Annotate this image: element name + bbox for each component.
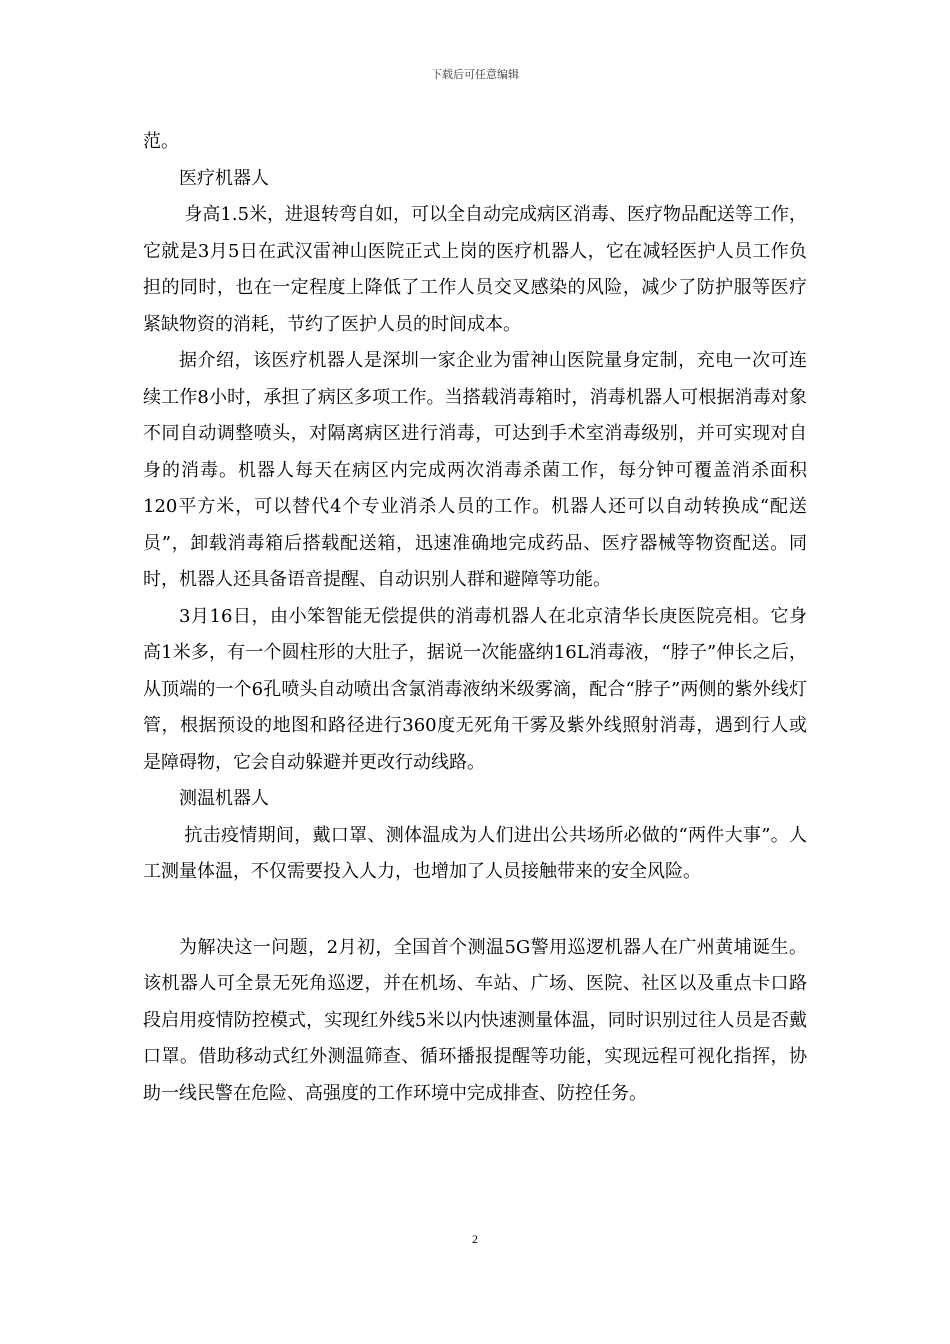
section-heading-medical-robot: 医疗机器人	[179, 167, 269, 189]
paragraph-medical-robot-intro: 身高1.5米，进退转弯自如，可以全自动完成病区消毒、医疗物品配送等工作，它就是3月5日在武汉雷神山医院正式上岗的医疗机器人，它在减轻医护人员工作负担的同时，也在一定程度上降低了工作人员交叉感染的风险，减少了防护服等医疗紧缺物资的消耗，节约了医护人员的时间成本。	[143, 204, 808, 335]
paragraph-continuation: 范。	[143, 131, 179, 152]
page-number: 2	[472, 1232, 478, 1246]
paragraph-medical-robot-details: 据介绍，该医疗机器人是深圳一家企业为雷神山医院量身定制，充电一次可连续工作8小时，承担了病区多项工作。当搭载消毒箱时，消毒机器人可根据消毒对象不同自动调整喷头，对隔离病区进行消毒，可达到手术室消毒级别，并可实现对自身的消毒。机器人每天在病区内完成两次消毒杀菌工作，每分钟可覆盖消杀面积120平方米，可以替代4个专业消杀人员的工作。机器人还可以自动转换成“配送员”，卸载消毒箱后搭载配送箱，迅速准确地完成药品、医疗器械等物资配送。同时，机器人还具备语音提醒、自动识别人群和避障等功能。	[143, 350, 807, 590]
section-heading-temperature-robot: 测温机器人	[179, 788, 269, 809]
document-body	[143, 124, 807, 1112]
paragraph-temperature-intro: 抗击疫情期间，戴口罩、测体温成为人们进出公共场所必做的“两件大事”。人工测量体温，不仅需要投入人力，也增加了人员接触带来的安全风险。	[143, 824, 807, 882]
page-header: 下载后可任意编辑	[431, 68, 519, 81]
paragraph-spacer	[143, 891, 807, 930]
paragraph-patrol-robot: 为解决这一问题，2月初，全国首个测温5G警用巡逻机器人在广州黄埔诞生。该机器人可全景无死角巡逻，并在机场、车站、广场、医院、社区以及重点卡口路段启用疫情防控模式，实现红外线5米以内快速测量体温，同时识别过往人员是否戴口罩。借助移动式红外测温筛查、循环播报提醒等功能，实现远程可视化指挥，协助一线民警在危险、高强度的工作环境中完成排查、防控任务。	[143, 936, 807, 1104]
paragraph-disinfection-robot: 3月16日，由小笨智能无偿提供的消毒机器人在北京清华长庚医院亮相。它身高1米多，有一个圆柱形的大肚子，据说一次能盛纳16L消毒液，“脖子”伸长之后，从顶端的一个6孔喷头自动喷出含氯消毒液纳米级雾滴，配合“脖子”两侧的紫外线灯管，根据预设的地图和路径进行360度无死角干雾及紫外线照射消毒，遇到行人或是障碍物，它会自动躲避并更改行动线路。	[143, 605, 807, 773]
